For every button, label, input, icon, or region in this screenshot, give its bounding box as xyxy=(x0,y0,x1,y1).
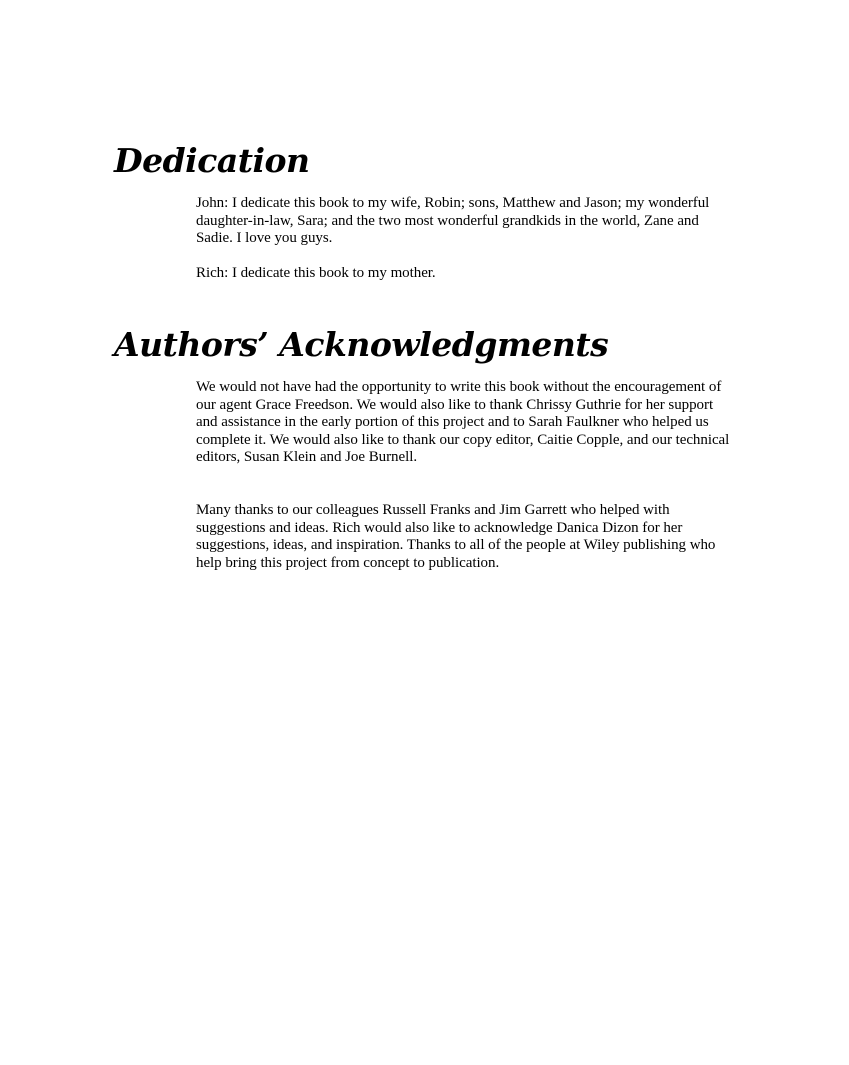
acknowledgments-paragraph-1: We would not have had the opportunity to write this book without the encouragement of our agent Grace Freedson. We would also like to thank Chrissy Guthrie for her support and assistance in the early portion of this project and to Sarah Faulkner who helped us complete it. We would also like to thank our copy editor, Caitie Copple, and our technical editors, Susan Klein and Joe Burnell. xyxy=(196,379,730,465)
acknowledgments-heading: Authors’ Acknowledgments xyxy=(114,325,609,364)
acknowledgments-paragraph-2: Many thanks to our colleagues Russell Franks and Jim Garrett who helped with suggestions and ideas. Rich would also like to acknowledge Danica Dizon for her suggestions, ideas, and inspiration. Thanks to all of the people at Wiley publishing who help bring this project from concept to publication. xyxy=(196,502,716,571)
dedication-heading: Dedication xyxy=(114,141,310,180)
dedication-paragraph-john: John: I dedicate this book to my wife, Robin; sons, Matthew and Jason; my wonderful daughter-in-law, Sara; and the two most wonderful grandkids in the world, Zane and Sadie. I love you guys. xyxy=(196,195,710,246)
dedication-paragraph-rich: Rich: I dedicate this book to my mother. xyxy=(196,265,436,281)
